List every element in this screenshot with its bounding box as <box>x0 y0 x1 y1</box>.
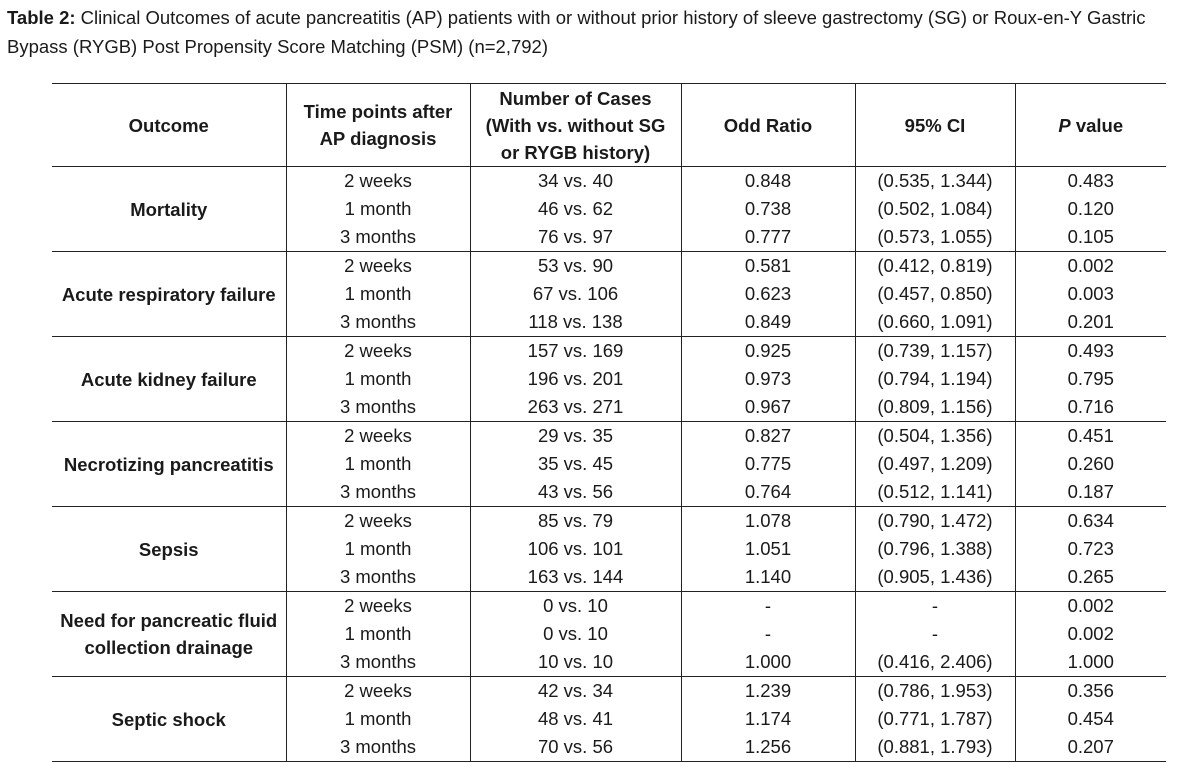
p-value-cell: 0.003 <box>1067 283 1114 304</box>
ci-cell: (0.512, 1.141) <box>855 478 1015 507</box>
ci-cell: (0.771, 1.787) <box>855 705 1015 733</box>
header-row <box>52 84 1166 167</box>
header-outcome: Outcome <box>52 84 286 167</box>
ci-cell: (0.535, 1.344) <box>855 167 1015 196</box>
table-row <box>52 422 1166 451</box>
header-number-of-cases: Number of Cases (With vs. without SG or RYGB history) <box>470 84 681 167</box>
time-point-cell: 1 month <box>286 195 470 223</box>
p-value-cell: 0.187 <box>1067 481 1114 502</box>
odds-ratio-cell: 0.623 <box>681 280 855 308</box>
table-row <box>52 592 1166 621</box>
ci-cell: - <box>855 620 1015 648</box>
odds-ratio-cell: 1.051 <box>681 535 855 563</box>
outcome-group <box>52 422 1166 507</box>
odds-ratio-cell: 1.239 <box>681 677 855 706</box>
p-value-cell: 0.002 <box>1067 623 1114 644</box>
cases-cell: 29 vs. 35 <box>470 422 681 451</box>
outcome-cell: Acute respiratory failure <box>52 252 286 337</box>
ci-cell: (0.786, 1.953) <box>855 677 1015 706</box>
table-header <box>52 84 1166 167</box>
caption-text: Clinical Outcomes of acute pancreatitis (AP) patients with or without prior history of sleeve gastrectomy (SG) or Roux-en-Y Gastric Bypass (RYGB) Post Propensity Score Matching (PSM) (n=2,792) <box>7 7 1146 57</box>
ci-cell: - <box>855 592 1015 621</box>
outcome-cell: Mortality <box>52 167 286 252</box>
p-value-cell: 0.451 <box>1067 425 1114 446</box>
table-caption <box>7 3 1197 61</box>
outcome-group <box>52 337 1166 422</box>
cases-cell: 43 vs. 56 <box>470 478 681 507</box>
p-value-cell: 0.454 <box>1067 708 1114 729</box>
p-value-cell: 0.002 <box>1067 255 1114 276</box>
odds-ratio-cell: 0.764 <box>681 478 855 507</box>
cases-cell: 118 vs. 138 <box>470 308 681 337</box>
odds-ratio-cell: - <box>681 592 855 621</box>
table-row <box>52 337 1166 366</box>
time-point-cell: 2 weeks <box>286 167 470 196</box>
p-value-cell: 0.105 <box>1067 226 1114 247</box>
odds-ratio-cell: 0.848 <box>681 167 855 196</box>
odds-ratio-cell: 1.256 <box>681 733 855 762</box>
odds-ratio-cell: 1.174 <box>681 705 855 733</box>
cases-cell: 67 vs. 106 <box>470 280 681 308</box>
time-point-cell: 3 months <box>286 393 470 422</box>
ci-cell: (0.660, 1.091) <box>855 308 1015 337</box>
cases-cell: 34 vs. 40 <box>470 167 681 196</box>
outcome-group <box>52 592 1166 677</box>
outcome-cell: Septic shock <box>52 677 286 762</box>
p-value-cell: 0.716 <box>1067 396 1114 417</box>
table-row <box>52 507 1166 536</box>
cases-cell: 163 vs. 144 <box>470 563 681 592</box>
odds-ratio-cell: 0.777 <box>681 223 855 252</box>
outcome-group <box>52 677 1166 762</box>
table-row <box>52 677 1166 706</box>
cases-cell: 76 vs. 97 <box>470 223 681 252</box>
time-point-cell: 1 month <box>286 705 470 733</box>
cases-cell: 70 vs. 56 <box>470 733 681 762</box>
outcome-group <box>52 252 1166 337</box>
p-value-cell: 0.795 <box>1067 368 1114 389</box>
odds-ratio-cell: 0.967 <box>681 393 855 422</box>
ci-cell: (0.573, 1.055) <box>855 223 1015 252</box>
odds-ratio-cell: - <box>681 620 855 648</box>
outcome-cell: Sepsis <box>52 507 286 592</box>
odds-ratio-cell: 0.849 <box>681 308 855 337</box>
header-p-rest: value <box>1070 114 1124 136</box>
header-95-ci: 95% CI <box>855 84 1015 167</box>
ci-cell: (0.739, 1.157) <box>855 337 1015 366</box>
p-value-cell: 0.634 <box>1067 510 1114 531</box>
time-point-cell: 2 weeks <box>286 252 470 281</box>
ci-cell: (0.905, 1.436) <box>855 563 1015 592</box>
ci-cell: (0.504, 1.356) <box>855 422 1015 451</box>
odds-ratio-cell: 0.973 <box>681 365 855 393</box>
time-point-cell: 1 month <box>286 280 470 308</box>
time-point-cell: 3 months <box>286 308 470 337</box>
table-row <box>52 167 1166 196</box>
p-value-cell: 0.483 <box>1067 170 1114 191</box>
time-point-cell: 3 months <box>286 733 470 762</box>
cases-cell: 85 vs. 79 <box>470 507 681 536</box>
odds-ratio-cell: 0.738 <box>681 195 855 223</box>
header-time-points: Time points after AP diagnosis <box>286 84 470 167</box>
time-point-cell: 3 months <box>286 563 470 592</box>
ci-cell: (0.497, 1.209) <box>855 450 1015 478</box>
time-point-cell: 2 weeks <box>286 422 470 451</box>
outcomes-table <box>52 83 1166 762</box>
p-value-cell: 0.356 <box>1067 680 1114 701</box>
odds-ratio-cell: 1.140 <box>681 563 855 592</box>
cases-cell: 263 vs. 271 <box>470 393 681 422</box>
p-value-cell: 1.000 <box>1067 651 1114 672</box>
time-point-cell: 3 months <box>286 648 470 677</box>
odds-ratio-cell: 0.775 <box>681 450 855 478</box>
ci-cell: (0.502, 1.084) <box>855 195 1015 223</box>
time-point-cell: 2 weeks <box>286 592 470 621</box>
p-value-cell: 0.493 <box>1067 340 1114 361</box>
outcome-cell: Necrotizing pancreatitis <box>52 422 286 507</box>
cases-cell: 53 vs. 90 <box>470 252 681 281</box>
ci-cell: (0.790, 1.472) <box>855 507 1015 536</box>
cases-cell: 46 vs. 62 <box>470 195 681 223</box>
outcome-group <box>52 507 1166 592</box>
cases-cell: 106 vs. 101 <box>470 535 681 563</box>
cases-cell: 0 vs. 10 <box>470 592 681 621</box>
cases-cell: 48 vs. 41 <box>470 705 681 733</box>
header-odds-ratio: Odd Ratio <box>681 84 855 167</box>
time-point-cell: 2 weeks <box>286 677 470 706</box>
time-point-cell: 3 months <box>286 223 470 252</box>
odds-ratio-cell: 1.078 <box>681 507 855 536</box>
cases-cell: 42 vs. 34 <box>470 677 681 706</box>
odds-ratio-cell: 0.925 <box>681 337 855 366</box>
ci-cell: (0.412, 0.819) <box>855 252 1015 281</box>
time-point-cell: 1 month <box>286 450 470 478</box>
cases-cell: 0 vs. 10 <box>470 620 681 648</box>
p-value-cell: 0.120 <box>1067 198 1114 219</box>
ci-cell: (0.457, 0.850) <box>855 280 1015 308</box>
time-point-cell: 1 month <box>286 535 470 563</box>
cases-cell: 157 vs. 169 <box>470 337 681 366</box>
ci-cell: (0.796, 1.388) <box>855 535 1015 563</box>
table-row <box>52 252 1166 281</box>
time-point-cell: 2 weeks <box>286 337 470 366</box>
outcome-cell: Need for pancreatic fluid collection drainage <box>52 592 286 677</box>
cases-cell: 196 vs. 201 <box>470 365 681 393</box>
caption-label: Table 2: <box>7 7 76 28</box>
ci-cell: (0.416, 2.406) <box>855 648 1015 677</box>
ci-cell: (0.794, 1.194) <box>855 365 1015 393</box>
p-value-cell: 0.260 <box>1067 453 1114 474</box>
outcome-group <box>52 167 1166 252</box>
time-point-cell: 1 month <box>286 620 470 648</box>
header-p-italic: P <box>1058 114 1071 136</box>
odds-ratio-cell: 1.000 <box>681 648 855 677</box>
cases-cell: 35 vs. 45 <box>470 450 681 478</box>
p-value-cell: 0.207 <box>1067 736 1114 757</box>
p-value-cell: 0.265 <box>1067 566 1114 587</box>
time-point-cell: 1 month <box>286 365 470 393</box>
ci-cell: (0.809, 1.156) <box>855 393 1015 422</box>
odds-ratio-cell: 0.581 <box>681 252 855 281</box>
header-p-value <box>1015 84 1166 167</box>
time-point-cell: 3 months <box>286 478 470 507</box>
p-value-cell: 0.002 <box>1067 595 1114 616</box>
cases-cell: 10 vs. 10 <box>470 648 681 677</box>
time-point-cell: 2 weeks <box>286 507 470 536</box>
p-value-cell: 0.723 <box>1067 538 1114 559</box>
p-value-cell: 0.201 <box>1067 311 1114 332</box>
outcome-cell: Acute kidney failure <box>52 337 286 422</box>
ci-cell: (0.881, 1.793) <box>855 733 1015 762</box>
odds-ratio-cell: 0.827 <box>681 422 855 451</box>
